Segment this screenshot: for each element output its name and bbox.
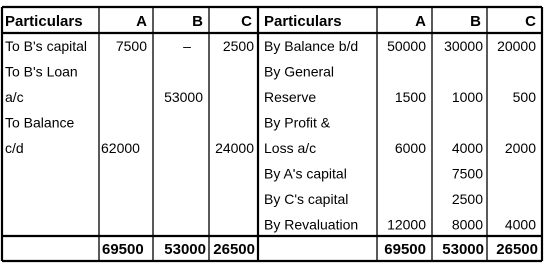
debit-total-b: 53000	[164, 241, 206, 258]
credit-amount-c: 4000	[504, 216, 536, 233]
debit-amount-b: 53000	[164, 89, 203, 105]
credit-amount-b: 8000	[451, 216, 483, 233]
credit-total-b: 53000	[442, 241, 484, 258]
credit-amount-a: 12000	[387, 216, 426, 233]
header-a-debit: A	[136, 13, 147, 30]
credit-amount-b: 7500	[451, 165, 483, 182]
debit-particular: To Balance	[5, 114, 75, 131]
table-cells	[5, 13, 538, 258]
credit-amount-b: 1000	[451, 89, 483, 105]
header-c-credit: C	[525, 13, 536, 30]
debit-particular: To B's capital	[5, 38, 88, 54]
header-b-credit: B	[470, 13, 481, 30]
debit-particular: To B's Loan	[5, 63, 78, 80]
credit-amount-c: 20000	[497, 38, 536, 54]
credit-particular: By Balance b/d	[264, 38, 359, 54]
credit-particular: By General	[264, 63, 335, 80]
debit-total-a: 69500	[102, 241, 144, 258]
credit-amount-b: 2500	[451, 191, 483, 207]
credit-amount-b: 30000	[444, 38, 483, 54]
credit-amount-a: 50000	[387, 38, 426, 54]
credit-amount-c: 500	[512, 89, 536, 105]
credit-amount-a: 6000	[394, 140, 426, 156]
debit-total-c: 26500	[213, 241, 255, 258]
header-particulars-credit: Particulars	[264, 13, 342, 30]
header-a-credit: A	[415, 13, 426, 30]
credit-amount-b: 4000	[451, 140, 483, 156]
credit-particular: By A's capital	[264, 165, 347, 182]
header-c-debit: C	[241, 13, 252, 30]
debit-amount-a: 7500	[115, 38, 147, 54]
credit-particular: By Revaluation	[264, 216, 359, 233]
credit-particular: By C's capital	[264, 191, 349, 207]
credit-total-a: 69500	[384, 241, 426, 258]
credit-particular: Loss a/c	[264, 140, 317, 156]
debit-particular: a/c	[5, 89, 24, 105]
credit-particular: By Profit &	[264, 114, 331, 131]
credit-amount-c: 2000	[504, 140, 536, 156]
debit-particular: c/d	[5, 140, 24, 156]
debit-amount-c: 24000	[215, 140, 254, 156]
credit-total-c: 26500	[496, 241, 538, 258]
header-b-debit: B	[192, 13, 203, 30]
credit-particular: Reserve	[264, 89, 317, 105]
debit-amount-a: 62000	[101, 140, 140, 156]
debit-amount-c: 2500	[222, 38, 254, 54]
credit-amount-a: 1500	[394, 89, 426, 105]
header-particulars-debit: Particulars	[5, 13, 83, 30]
debit-amount-b: –	[183, 38, 191, 54]
